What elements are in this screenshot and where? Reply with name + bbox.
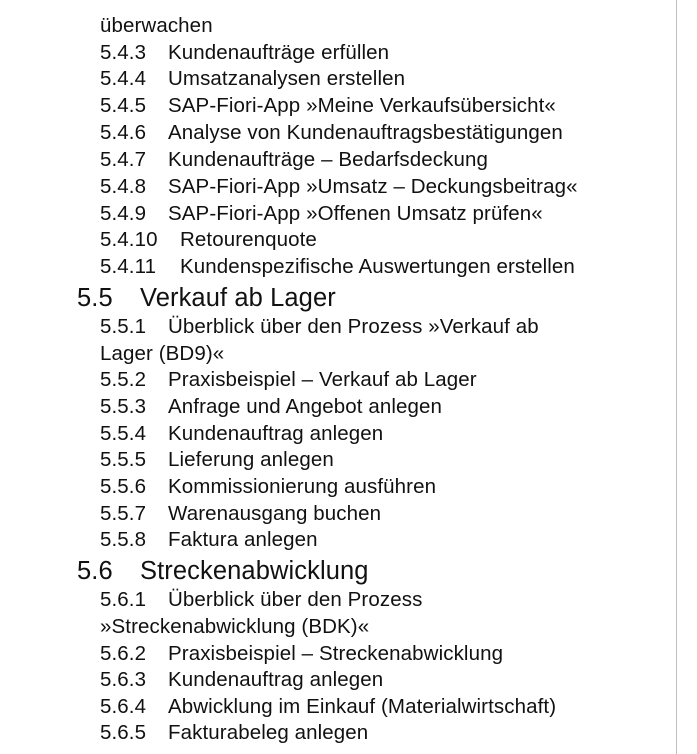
toc-entry-title: Anfrage und Angebot anlegen	[168, 395, 442, 418]
toc-entry-number: 5.4.9	[100, 202, 147, 225]
toc-entry-title: Praxisbeispiel – Streckenabwicklung	[168, 642, 504, 665]
toc-entry-title: Fakturabeleg anlegen	[168, 721, 369, 744]
toc-entry-5-6-1[interactable]	[100, 588, 422, 612]
toc-section-title: Streckenabwicklung	[140, 557, 369, 585]
toc-entry-number: 5.5.8	[100, 528, 147, 551]
toc-entry-title: SAP-Fiori-App »Umsatz – Deckungsbeitrag«	[168, 175, 578, 198]
toc-entry-5-5-2[interactable]	[100, 368, 477, 392]
toc-entry-number: 5.4.10	[100, 228, 158, 251]
toc-entry-number: 5.6.2	[100, 642, 147, 665]
toc-entry-5-6-3[interactable]	[100, 668, 383, 692]
toc-entry-title-continuation: Lager (BD9)«	[100, 342, 225, 365]
toc-entry-title: Überblick über den Prozess »Verkauf ab	[168, 315, 539, 338]
toc-entry-5-6-1-continuation[interactable]	[100, 615, 369, 639]
toc-entry-number: 5.5.6	[100, 475, 147, 498]
toc-entry-number: 5.4.5	[100, 94, 147, 117]
toc-entry-number: 5.6.4	[100, 695, 147, 718]
toc-entry-title: Abwicklung im Einkauf (Materialwirtschaft)	[168, 695, 557, 718]
toc-entry-5-5-1[interactable]	[100, 315, 539, 339]
toc-entry-5-4-11[interactable]	[100, 255, 575, 279]
toc-entry-number: 5.5.7	[100, 502, 147, 525]
toc-entry-5-5-8[interactable]	[100, 528, 318, 552]
toc-entry-title: Retourenquote	[180, 228, 317, 251]
toc-entry-title: überwachen	[100, 14, 213, 37]
toc-entry-title: Lieferung anlegen	[168, 448, 334, 471]
toc-section-5-5[interactable]	[77, 284, 336, 312]
toc-entry-number: 5.4.8	[100, 175, 147, 198]
toc-entry-5-4-3[interactable]	[100, 41, 389, 65]
toc-section-5-6[interactable]	[77, 557, 369, 585]
toc-section-title: Verkauf ab Lager	[140, 284, 336, 312]
toc-entry-5-5-6[interactable]	[100, 475, 436, 499]
toc-entry-number: 5.4.6	[100, 121, 147, 144]
toc-entry-number: 5.4.7	[100, 148, 147, 171]
toc-entry-5-4-9[interactable]	[100, 202, 543, 226]
toc-entry-number: 5.4.11	[100, 255, 157, 278]
toc-entry-5-4-5[interactable]	[100, 94, 556, 118]
toc-entry-5-5-7[interactable]	[100, 502, 381, 526]
toc-entry-5-4-10[interactable]	[100, 228, 317, 252]
toc-entry-number: 5.5.1	[100, 315, 147, 338]
toc-entry-title: Überblick über den Prozess	[168, 588, 423, 611]
toc-entry-number: 5.5.2	[100, 368, 147, 391]
toc-entry-5-4-4[interactable]	[100, 67, 405, 91]
toc-continuation	[100, 14, 213, 38]
page-edge-line	[676, 0, 677, 754]
toc-entry-5-5-1-continuation[interactable]	[100, 342, 224, 366]
toc-entry-5-6-5[interactable]	[100, 721, 368, 745]
toc-entry-title: SAP-Fiori-App »Offenen Umsatz prüfen«	[168, 202, 543, 225]
toc-entry-title: Kundenaufträge erfüllen	[168, 41, 390, 64]
toc-entry-5-5-5[interactable]	[100, 448, 334, 472]
toc-entry-title: Warenausgang buchen	[168, 502, 382, 525]
toc-entry-number: 5.5.5	[100, 448, 147, 471]
toc-entry-title: Kundenauftrag anlegen	[168, 422, 384, 445]
toc-entry-number: 5.6.3	[100, 668, 147, 691]
toc-entry-5-4-6[interactable]	[100, 121, 563, 145]
toc-entry-5-5-4[interactable]	[100, 422, 383, 446]
toc-section-number: 5.5	[77, 284, 113, 312]
toc-entry-title: Praxisbeispiel – Verkauf ab Lager	[168, 368, 477, 391]
toc-entry-5-5-3[interactable]	[100, 395, 442, 419]
toc-entry-5-6-2[interactable]	[100, 642, 503, 666]
toc-entry-title: Faktura anlegen	[168, 528, 318, 551]
toc-entry-title: Kundenaufträge – Bedarfsdeckung	[168, 148, 488, 171]
toc-entry-5-4-7[interactable]	[100, 148, 488, 172]
toc-entry-number: 5.5.3	[100, 395, 147, 418]
toc-entry-5-6-4[interactable]	[100, 695, 556, 719]
toc-section-number: 5.6	[77, 557, 113, 585]
toc-entry-title: Kommissionierung ausführen	[168, 475, 437, 498]
toc-entry-title: Kundenauftrag anlegen	[168, 668, 384, 691]
toc-entry-5-4-8[interactable]	[100, 175, 578, 199]
toc-entry-title: Umsatzanalysen erstellen	[168, 67, 406, 90]
toc-entry-title: Analyse von Kundenauftragsbestätigungen	[168, 121, 563, 144]
toc-entry-title: SAP-Fiori-App »Meine Verkaufsübersicht«	[168, 94, 556, 117]
toc-entry-number: 5.4.3	[100, 41, 147, 64]
toc-entry-number: 5.6.1	[100, 588, 147, 611]
toc-entry-number: 5.5.4	[100, 422, 147, 445]
toc-entry-title-continuation: »Streckenabwicklung (BDK)«	[100, 615, 370, 638]
toc-entry-title: Kundenspezifische Auswertungen erstellen	[180, 255, 575, 278]
toc-entry-number: 5.6.5	[100, 721, 147, 744]
toc-entry-number: 5.4.4	[100, 67, 147, 90]
